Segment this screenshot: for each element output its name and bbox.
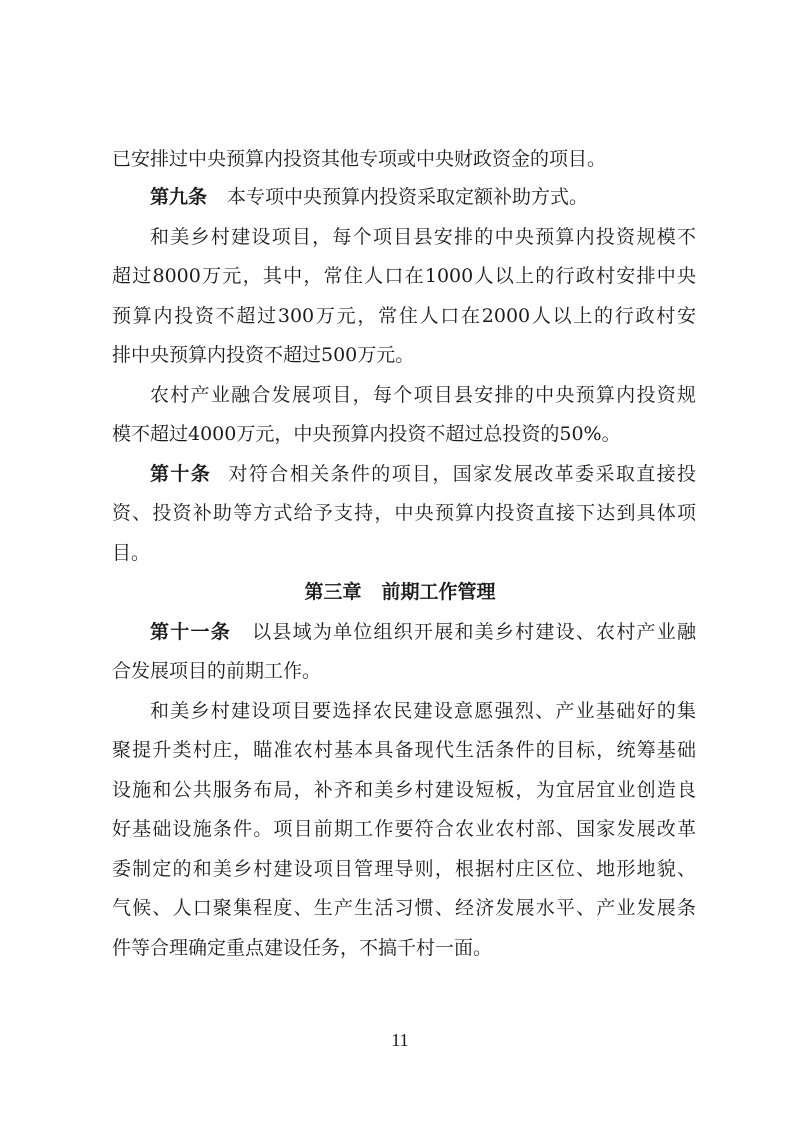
paragraph-line: 资、投资补助等方式给予支持，中央预算内投资直接下达到具体项 (112, 502, 696, 524)
paragraph-line: 气候、人口聚集程度、生产生活习惯、经济发展水平、产业发展条 (112, 897, 696, 919)
article-label: 第十条 (150, 463, 212, 485)
paragraph-line: 本专项中央预算内投资采取定额补助方式。 (227, 186, 589, 208)
article-11 (150, 620, 696, 644)
paragraph-line: 模不超过4000万元，中央预算内投资不超过总投资的50%。 (112, 423, 621, 445)
chapter-number: 第三章 (304, 581, 362, 603)
article-label: 第九条 (150, 186, 208, 208)
paragraph-line: 合发展项目的前期工作。 (112, 660, 322, 682)
paragraph-line: 委制定的和美乡村建设项目管理导则，根据村庄区位、地形地貌、 (112, 858, 696, 880)
paragraph-line: 超过8000万元，其中，常住人口在1000人以上的行政村安排中央 (112, 265, 696, 287)
page-number: 11 (391, 1030, 409, 1050)
paragraph-line: 已安排过中央预算内投资其他专项或中央财政资金的项目。 (112, 148, 607, 170)
paragraph-line: 好基础设施条件。项目前期工作要符合农业农村部、国家发展改革 (112, 818, 696, 840)
article-label: 第十一条 (150, 621, 231, 643)
paragraph-line: 和美乡村建设项目，每个项目县安排的中央预算内投资规模不 (150, 226, 696, 248)
chapter-title: 前期工作管理 (381, 581, 496, 603)
chapter-heading (0, 580, 800, 604)
paragraph-line: 聚提升类村庄，瞄准农村基本具备现代生活条件的目标，统筹基础 (112, 739, 696, 761)
paragraph-line: 对符合相关条件的项目，国家发展改革委采取直接投 (227, 463, 696, 485)
paragraph-line: 和美乡村建设项目要选择农民建设意愿强烈、产业基础好的集 (150, 700, 696, 722)
paragraph-line: 排中央预算内投资不超过500万元。 (112, 344, 415, 366)
paragraph-line: 农村产业融合发展项目，每个项目县安排的中央预算内投资规 (150, 384, 696, 406)
paragraph-line: 以县域为单位组织开展和美乡村建设、农村产业融 (250, 621, 696, 643)
article-9 (150, 185, 696, 209)
article-10 (150, 462, 696, 486)
paragraph-line: 件等合理确定重点建设任务，不搞千村一面。 (112, 937, 493, 959)
paragraph-line: 预算内投资不超过300万元，常住人口在2000人以上的行政村安 (112, 305, 696, 327)
paragraph-line: 目。 (112, 542, 151, 564)
paragraph-line: 设施和公共服务布局，补齐和美乡村建设短板，为宜居宜业创造良 (112, 779, 696, 801)
